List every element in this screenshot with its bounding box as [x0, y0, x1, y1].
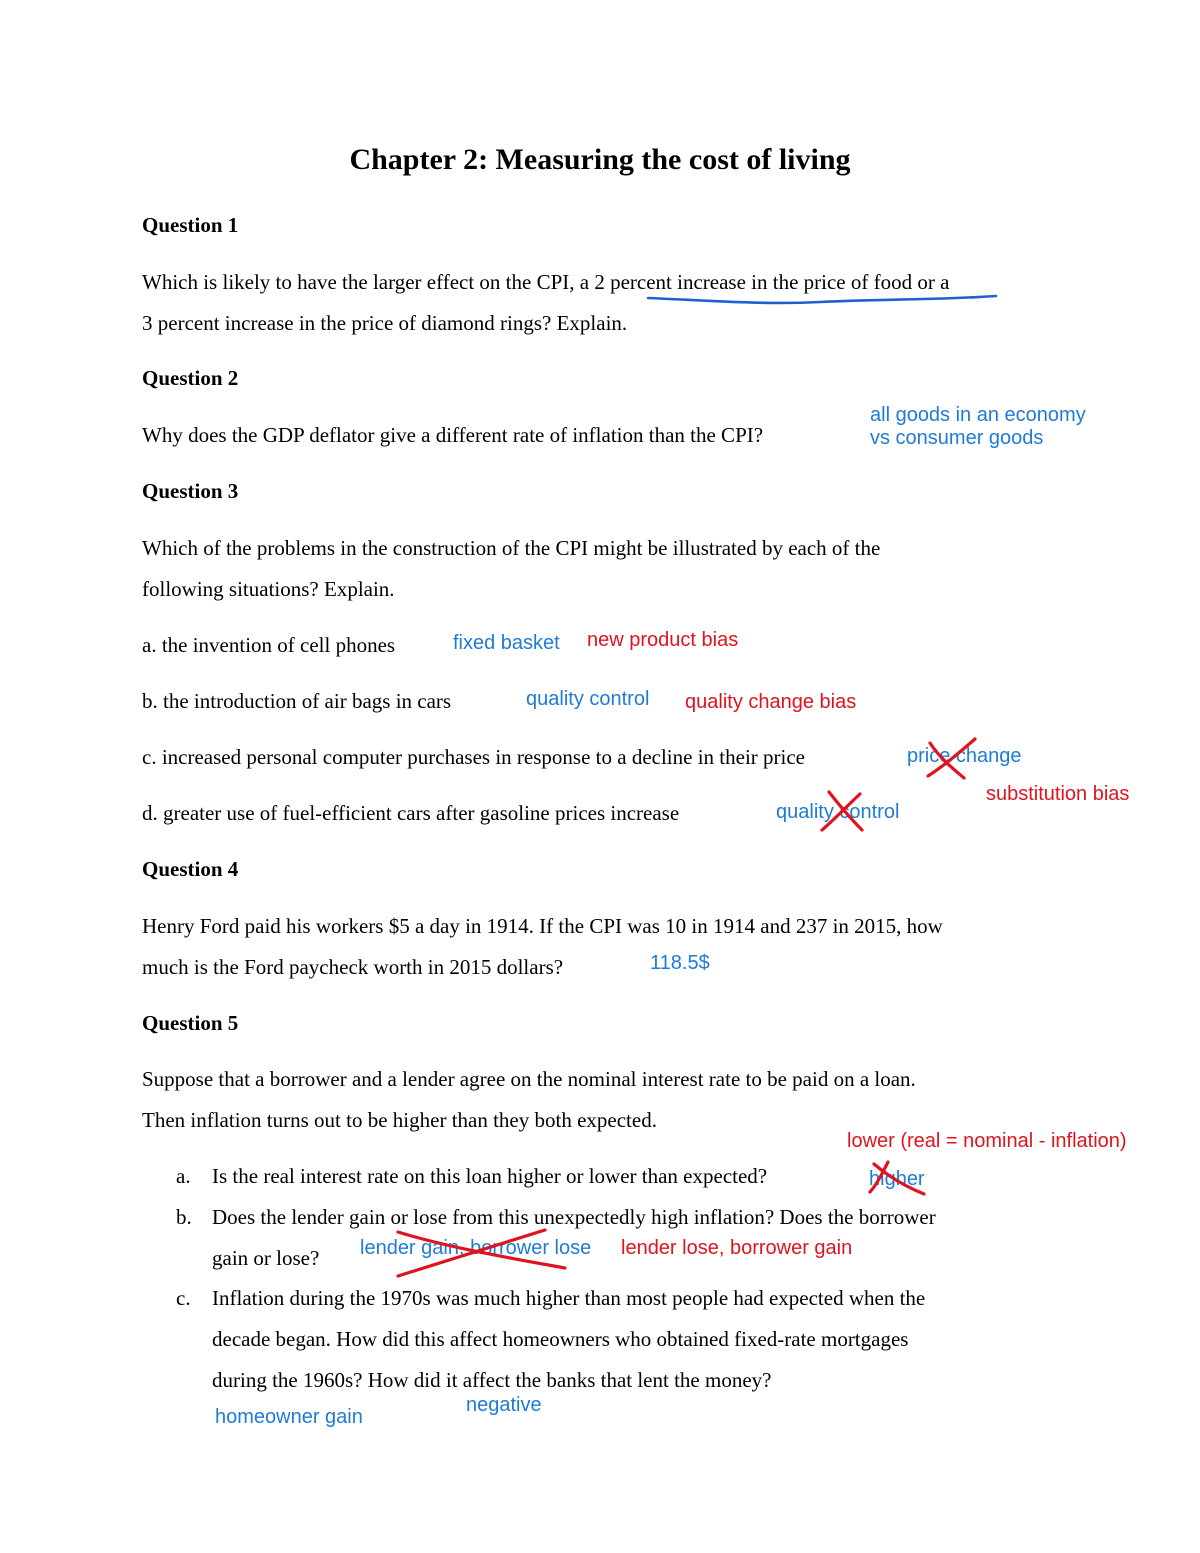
annotation-q3a-blue: fixed basket — [453, 632, 560, 654]
annotation-q5a-blue: higher — [869, 1168, 925, 1190]
annotation-q3c-blue: price change — [907, 745, 1022, 767]
question-1-text-line-1: Which is likely to have the larger effect on the CPI, a 2 percent increase in the price of food or a — [142, 270, 950, 294]
question-5-text-line-2: Then inflation turns out to be higher than they both expected. — [142, 1108, 657, 1132]
question-1-heading: Question 1 — [142, 213, 239, 237]
question-3-item-c: c. increased personal computer purchases in response to a decline in their price — [142, 745, 805, 769]
annotation-q3a-red: new product bias — [587, 629, 739, 651]
annotation-q5b-red: lender lose, borrower gain — [621, 1237, 853, 1259]
question-5-heading: Question 5 — [142, 1011, 239, 1035]
annotation-q5c-blue-banks: negative — [466, 1394, 542, 1416]
question-5-item-b-line-1: Does the lender gain or lose from this unexpectedly high inflation? Does the borrower — [212, 1205, 936, 1229]
annotation-q4-answer: 118.5$ — [650, 952, 710, 974]
annotation-q3c-red: substitution bias — [986, 783, 1130, 805]
question-5-item-a-line-1: Is the real interest rate on this loan higher or lower than expected? — [212, 1164, 768, 1188]
question-3-text-line-2: following situations? Explain. — [142, 577, 395, 601]
question-3-item-d: d. greater use of fuel-efficient cars after gasoline prices increase — [142, 801, 680, 825]
blue-underline-mark — [648, 296, 996, 303]
question-5-item-b-marker: b. — [176, 1205, 192, 1229]
question-3-text-line-1: Which of the problems in the construction of the CPI might be illustrated by each of the — [142, 536, 881, 560]
question-1-text-line-2: 3 percent increase in the price of diamond rings? Explain. — [142, 311, 628, 335]
question-4-heading: Question 4 — [142, 857, 239, 881]
annotation-q2-line-2: vs consumer goods — [870, 427, 1044, 449]
annotation-q3b-blue: quality control — [526, 688, 650, 710]
question-4-text-line-1: Henry Ford paid his workers $5 a day in 1914. If the CPI was 10 in 1914 and 237 in 2015, how — [142, 914, 943, 938]
page-title: Chapter 2: Measuring the cost of living — [349, 143, 851, 176]
question-5-item-a-marker: a. — [176, 1164, 191, 1188]
question-5-item-c-marker: c. — [176, 1286, 191, 1310]
question-5-item-c-line-3: during the 1960s? How did it affect the banks that lent the money? — [212, 1368, 772, 1392]
question-4-text-line-2: much is the Ford paycheck worth in 2015 dollars? — [142, 955, 564, 979]
question-3-item-b: b. the introduction of air bags in cars — [142, 689, 452, 713]
question-3-item-a: a. the invention of cell phones — [142, 633, 396, 657]
annotation-q5c-blue-homeowner: homeowner gain — [215, 1406, 363, 1428]
question-3-heading: Question 3 — [142, 479, 239, 503]
question-2-heading: Question 2 — [142, 366, 239, 390]
question-5-text-line-1: Suppose that a borrower and a lender agree on the nominal interest rate to be paid on a loan. — [142, 1067, 916, 1091]
question-5-item-c-line-1: Inflation during the 1970s was much higher than most people had expected when the — [212, 1286, 926, 1310]
annotation-q5a-red: lower (real = nominal - inflation) — [847, 1130, 1127, 1152]
question-5-item-c-line-2: decade began. How did this affect homeowners who obtained fixed-rate mortgages — [212, 1327, 909, 1351]
annotation-q2-line-1: all goods in an economy — [870, 404, 1086, 426]
annotation-q5b-blue: lender gain, borrower lose — [360, 1237, 592, 1259]
question-5-item-b-line-2: gain or lose? — [212, 1246, 320, 1270]
annotation-q3b-red: quality change bias — [685, 691, 857, 713]
question-2-text: Why does the GDP deflator give a different rate of inflation than the CPI? — [142, 423, 764, 447]
annotation-q3d-blue: quality control — [776, 801, 900, 823]
